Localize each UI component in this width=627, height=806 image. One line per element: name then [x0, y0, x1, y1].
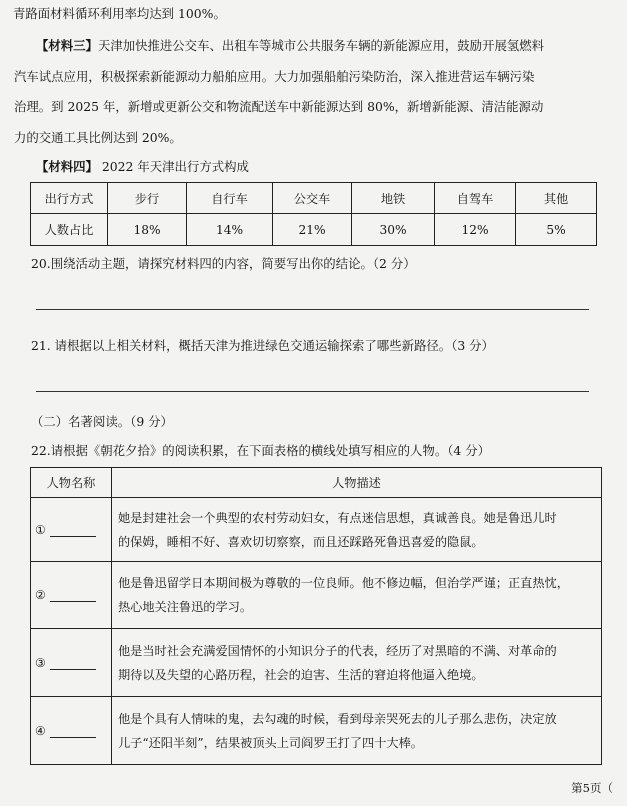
question-21: 21. 请根据以上相关材料，概括天津为推进绿色交通运输探索了哪些新路径。（3 分） — [31, 338, 494, 353]
desc-line: 儿子“还阳半刻”，结果被顶头上司阎罗王打了四十大棒。 — [118, 735, 423, 750]
desc-line: 期待以及失望的心路历程，社会的迫害、生活的窘迫将他逼入绝境。 — [118, 667, 484, 682]
header-cell: 地铁 — [352, 183, 435, 214]
header-cell: 公交车 — [273, 183, 352, 214]
name-cell — [31, 629, 112, 697]
header-cell: 自行车 — [187, 183, 273, 214]
name-blank[interactable] — [50, 657, 96, 670]
desc-line: 的保姆，睡相不好、喜欢切切察察，而且还踩路死鲁迅喜爱的隐鼠。 — [118, 534, 484, 549]
desc-line: 她是封建社会一个典型的农村劳动妇女，有点迷信思想，真诚善良。她是鲁迅儿时 — [118, 510, 557, 525]
desc-line: 热心地关注鲁迅的学习。 — [118, 600, 253, 614]
material3-line-1: 【材料三】天津加快推进公交车、出租车等城市公共服务车辆的新能源应用，鼓励开展氢燃料 — [36, 38, 545, 53]
value-cell: 30% — [352, 214, 435, 246]
desc-line: 他是当时社会充满爱国情怀的小知识分子的代表，经历了对黑暗的不满、对革命的 — [118, 643, 557, 658]
name-blank[interactable] — [50, 589, 96, 602]
section-heading: （二）名著阅读。（9 分） — [31, 414, 173, 429]
character-row — [31, 629, 602, 697]
desc-cell — [112, 629, 602, 697]
desc-line: 他是个具有人情味的鬼，去勾魂的时候，看到母亲哭死去的儿子那么悲伤，决定放 — [118, 711, 557, 726]
name-cell — [31, 562, 112, 629]
name-blank[interactable] — [50, 725, 96, 738]
header-cell: 出行方式 — [31, 183, 108, 214]
travel-mode-table — [30, 182, 597, 246]
header-cell: 其他 — [516, 183, 597, 214]
question-20: 20.围绕活动主题，请探究材料四的内容，简要写出你的结论。（2 分） — [31, 256, 416, 271]
character-row — [31, 697, 602, 765]
desc-line: 他是鲁迅留学日本期间极为尊敬的一位良师。他不修边幅，但治学严谨；正直热忱， — [118, 576, 569, 590]
question-22: 22.请根据《朝花夕拾》的阅读积累，在下面表格的横线处填写相应的人物。（4 分） — [31, 443, 490, 458]
value-cell: 21% — [273, 214, 352, 246]
value-cell: 14% — [187, 214, 273, 246]
travel-mode-data-row — [31, 214, 597, 246]
character-table-header — [31, 468, 602, 498]
material3-line-2: 汽车试点应用，积极探索新能源动力船舶应用。大力加强船舶污染防治，深入推进营运车辆污染 — [14, 69, 535, 84]
page-number: 第5页（ — [571, 781, 613, 795]
row-label-cell: 人数占比 — [31, 214, 108, 246]
desc-cell — [112, 498, 602, 562]
row-number: ① — [35, 522, 46, 537]
character-row — [31, 498, 602, 562]
travel-mode-header-row — [31, 183, 597, 214]
value-cell: 12% — [435, 214, 516, 246]
material3-line-4: 力的交通工具比例达到 20%。 — [14, 130, 182, 145]
material4-title: 2022 年天津出行方式构成 — [101, 159, 249, 174]
character-row — [31, 562, 602, 629]
row-number: ③ — [35, 655, 46, 670]
desc-cell — [112, 697, 602, 765]
name-cell — [31, 498, 112, 562]
answer-line-q20[interactable] — [36, 309, 589, 310]
material4-label: 【材料四】 — [36, 159, 98, 174]
desc-cell — [112, 562, 602, 629]
header-cell: 自驾车 — [435, 183, 516, 214]
material4-heading — [36, 157, 249, 177]
material3-label: 【材料三】 — [36, 38, 98, 53]
header-name-cell: 人物名称 — [31, 468, 112, 498]
name-blank[interactable] — [50, 524, 96, 537]
material3-line-3: 治理。到 2025 年，新增或更新公交和物流配送车中新能源达到 80%，新增新能源、清洁能源动 — [14, 99, 544, 114]
value-cell: 18% — [108, 214, 187, 246]
answer-line-q21[interactable] — [36, 391, 589, 392]
row-number: ④ — [35, 723, 46, 738]
header-cell: 步行 — [108, 183, 187, 214]
value-cell: 5% — [516, 214, 597, 246]
character-table — [30, 467, 602, 765]
name-cell — [31, 697, 112, 765]
header-desc-cell: 人物描述 — [112, 468, 602, 498]
row-number: ② — [35, 588, 46, 602]
top-line: 青路面材料循环利用率均达到 100%。 — [13, 6, 226, 21]
